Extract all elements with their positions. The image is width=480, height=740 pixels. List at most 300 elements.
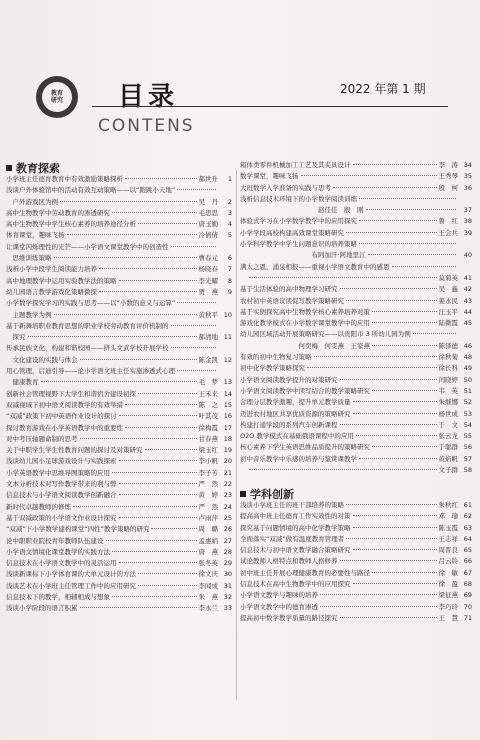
- toc-entry: [240, 511, 472, 522]
- toc-entry-author: 孟惠娟: [198, 536, 218, 545]
- page-subtitle: CONTENS: [98, 116, 195, 136]
- toc-entry-title: 迈进农村地区共享优质资源的策略研究: [240, 409, 351, 418]
- toc-entry-title: 基于生活体验的高中物理学习研究: [240, 285, 338, 294]
- toc-entry-title: 数学课堂，趣味飞扬: [240, 172, 299, 181]
- toc-leader-dots: [54, 314, 197, 315]
- toc-entry-author: 严 然: [198, 502, 218, 511]
- toc-leader-dots: [346, 232, 437, 233]
- toc-entry: [240, 454, 472, 465]
- toc-entry-title: “双减”下小学数学建构课堂“四性”教学策略的研究: [6, 525, 150, 534]
- toc-leader-dots: [112, 551, 197, 552]
- toc-entry-author: 王 慧: [438, 613, 458, 622]
- toc-entry-page: 15: [223, 400, 232, 409]
- toc-entry-title: 传承民族文化，构建和谐校园——挤头文武学校开展学校: [6, 344, 169, 353]
- toc-leader-dots: [41, 381, 197, 382]
- toc-entry-page: 26: [223, 525, 232, 534]
- toc-entry-title: 户外游戏区为例: [6, 197, 58, 206]
- toc-entry-page: 18: [223, 434, 232, 443]
- toc-entry-author: 叶其茂: [198, 412, 218, 421]
- toc-entry: [6, 343, 232, 354]
- toc-leader-dots: [177, 370, 216, 371]
- toc-entry: [240, 250, 472, 261]
- toc-leader-dots: [340, 560, 437, 561]
- toc-entry-page: 50: [463, 375, 472, 384]
- toc-entry: [240, 329, 472, 340]
- toc-entry-title: 体育课堂，趣味飞扬: [6, 231, 65, 240]
- toc-entry-author: 陆微霞: [438, 319, 458, 328]
- toc-entry: [6, 400, 232, 411]
- toc-entry: [240, 568, 472, 579]
- toc-entry: [240, 352, 472, 363]
- toc-entry-author: 莫菊英: [438, 273, 458, 282]
- toc-entry-author: 姜永民: [438, 296, 458, 305]
- toc-entry-page: 10: [223, 310, 232, 319]
- toc-leader-dots: [359, 198, 456, 199]
- toc-entry-author: 徐 盈: [438, 580, 458, 589]
- toc-entry-page: 28: [223, 547, 232, 556]
- toc-entry: [240, 500, 472, 511]
- toc-entry-page: 57: [463, 454, 472, 463]
- toc-entry-author: 张云龙: [438, 432, 458, 441]
- toc-entry-page: 55: [463, 432, 472, 441]
- toc-entry-page: 12: [223, 355, 232, 364]
- toc-entry-title: 小学班主任德育教育中有效激励策略探析: [6, 175, 123, 183]
- toc-entry-author: 黄焰帆: [438, 454, 458, 463]
- toc-entry-title: 幼儿园区域活动开展策略研究——以贵阳市 3 所幼儿园为例: [240, 330, 411, 339]
- toc-entry-page: 30: [223, 570, 232, 579]
- toc-entry-title: 游戏化教学模式在小学数学课堂教学中的应用: [240, 319, 370, 328]
- toc-entry-page: 27: [223, 536, 232, 545]
- toc-entry: [6, 174, 232, 185]
- toc-entry-author: 朱秋红: [438, 501, 458, 509]
- toc-entry-title: 有效的初中生物复习策略: [240, 353, 312, 362]
- column-divider: [236, 170, 237, 700]
- toc-entry: [240, 205, 472, 216]
- toc-entry-author: 陈 之: [198, 400, 218, 409]
- toc-entry-title: 基于双减政策的小学语文作业设计探究: [6, 513, 117, 522]
- toc-leader-dots: [119, 483, 197, 484]
- toc-entry: [240, 386, 472, 397]
- toc-entry-page: 32: [223, 592, 232, 601]
- toc-leader-dots: [119, 460, 197, 461]
- toc-leader-dots: [119, 517, 197, 518]
- toc-entry-author: 汪玉平: [438, 307, 458, 316]
- toc-entry: [6, 185, 232, 196]
- toc-entry-author: 闰晓婷: [438, 375, 458, 384]
- toc-entry-author: 李光耀: [198, 276, 218, 285]
- toc-entry: [240, 579, 472, 590]
- toc-entry: [240, 228, 472, 239]
- toc-entry-author: 郝世升: [198, 175, 218, 183]
- toc-entry: [6, 276, 232, 287]
- toc-entry-author: 李闻成: [198, 581, 218, 590]
- toc-entry-author: 王志祥: [438, 534, 458, 543]
- toc-list-right-bottom: [240, 500, 472, 624]
- toc-entry-author: 徐梅霞: [198, 423, 218, 432]
- toc-entry: [6, 592, 232, 603]
- toc-leader-dots: [138, 393, 197, 394]
- toc-leader-dots: [307, 367, 437, 368]
- toc-entry-title: 满太之恩，涌泉相报——重视小学语文教育中的感恩: [240, 262, 390, 271]
- toc-entry-author: 黄 婷: [198, 491, 218, 500]
- toc-leader-dots: [366, 209, 457, 210]
- toc-entry-page: 31: [223, 581, 232, 590]
- toc-entry-author: 周晋良: [438, 546, 458, 555]
- toc-leader-dots: [353, 527, 437, 528]
- toc-entry-author: 曹春元: [198, 254, 218, 263]
- toc-leader-dots: [353, 413, 437, 414]
- toc-entry-page: 49: [463, 364, 472, 373]
- toc-leader-dots: [359, 220, 437, 221]
- toc-entry-page: 51: [463, 386, 472, 395]
- toc-leader-dots: [368, 254, 456, 255]
- toc-leader-dots: [80, 359, 197, 360]
- toc-leader-dots: [28, 336, 197, 337]
- toc-entry-title: 探究: [6, 333, 26, 342]
- toc-entry-page: 70: [463, 602, 472, 611]
- toc-entry-author: 张冬英: [198, 559, 218, 568]
- toc-entry-page: 54: [463, 420, 472, 429]
- toc-leader-dots: [346, 300, 437, 301]
- toc-leader-dots: [125, 404, 197, 405]
- toc-entry-page: 41: [463, 273, 472, 282]
- toc-entry-title: 小学语文阅读教学中读写结合的教学策略研究: [240, 386, 370, 395]
- toc-leader-dots: [353, 549, 437, 550]
- toc-entry-page: 8: [227, 276, 232, 285]
- toc-entry: [6, 547, 232, 558]
- toc-entry-title: 信息技术与初中语文教学融合策略研究: [240, 546, 351, 555]
- toc-entry: [6, 456, 232, 467]
- toc-leader-dots: [99, 268, 197, 269]
- toc-leader-dots: [359, 458, 437, 459]
- toc-leader-dots: [392, 266, 457, 267]
- toc-entry-page: 33: [223, 604, 232, 613]
- toc-entry-page: 71: [463, 613, 472, 622]
- section-title: 教育探索: [16, 162, 60, 175]
- toc-entry-title: 信息技术与小学语文阅读教学创新融合: [6, 491, 117, 500]
- toc-entry-page: 68: [463, 580, 472, 589]
- toc-entry-title: 浅谈户外体验馆中的活动有效互动策略——以“跑跳小天地”: [6, 186, 176, 195]
- toc-entry-title: 论中职职业院校青年教师队伍建设: [6, 536, 104, 545]
- toc-entry-title: 浅谈幼儿园小足球游戏设计与实践探索: [6, 457, 117, 466]
- toc-entry-page: 56: [463, 443, 472, 452]
- toc-entry: [6, 197, 232, 208]
- toc-leader-dots: [119, 280, 197, 281]
- toc-leader-dots: [125, 178, 197, 179]
- toc-leader-dots: [171, 246, 217, 247]
- toc-leader-dots: [353, 583, 437, 584]
- toc-leader-dots: [333, 187, 437, 188]
- toc-entry-title: 浅谈小学阶段的语言积累: [6, 604, 78, 613]
- toc-entry-title: 高中地理教学中运用实验教学法的策略: [6, 276, 117, 285]
- toc-entry: [240, 442, 472, 453]
- toc-entry-title: 文本分析技术对写作教学带来的利与弊: [6, 480, 117, 489]
- toc-entry-page: 34: [463, 161, 472, 169]
- toc-entry-page: 53: [463, 409, 472, 418]
- toc-leader-dots: [356, 435, 437, 436]
- section-bullet-icon: [240, 491, 246, 497]
- toc-leader-dots: [112, 596, 197, 597]
- toc-entry-title: 何奕梅 何雯燕 王家燕: [240, 341, 370, 350]
- toc-entry: [240, 523, 472, 534]
- toc-entry-author: 杨晓春: [198, 265, 218, 274]
- toc-list-left: [6, 174, 232, 615]
- toc-entry: [6, 264, 232, 275]
- toc-leader-dots: [372, 345, 437, 346]
- toc-entry-page: 37: [463, 206, 472, 215]
- toc-entry-author: 王秀琴: [438, 172, 458, 181]
- toc-entry: [6, 377, 232, 388]
- toc-entry-author: 王禾来: [198, 389, 218, 398]
- logo-text-line-2: 研究: [50, 97, 63, 104]
- toc-leader-dots: [320, 606, 437, 607]
- toc-entry-author: 文子群: [438, 466, 458, 475]
- toc-entry-page: 17: [223, 423, 232, 432]
- toc-leader-dots: [177, 189, 216, 190]
- toc-entry-title: 大班数学入学准备的实践与思考: [240, 183, 331, 192]
- toc-entry-title: 体验式学习在小学数学教学中的应用探究: [240, 217, 357, 226]
- toc-entry-title: 新时代卓越教师的修炼: [6, 502, 71, 511]
- toc-entry-page: 62: [463, 512, 472, 521]
- toc-entry: [240, 590, 472, 601]
- toc-entry-page: 21: [223, 468, 232, 477]
- title-divider: [92, 106, 448, 107]
- toc-entry-title: 双减视域下初中语文阅读教学的有效举措: [6, 400, 123, 409]
- toc-entry-page: 19: [223, 446, 232, 455]
- toc-entry-author: 毛 梦: [198, 378, 218, 387]
- toc-entry-title: “双减”政策下初中英语作业设计的探讨: [6, 412, 117, 421]
- toc-leader-dots: [346, 538, 436, 539]
- toc-leader-dots: [99, 291, 197, 292]
- toc-entry: [6, 502, 232, 513]
- toc-entry: [6, 468, 232, 479]
- toc-entry-title: 布阿加汗·阿地里江: [240, 251, 366, 260]
- toc-entry-author: 唐玉勤: [198, 220, 218, 229]
- toc-entry: [240, 375, 472, 386]
- toc-entry: [240, 465, 472, 476]
- toc-entry-author: 殷 柯: [438, 183, 458, 192]
- toc-leader-dots: [340, 288, 437, 289]
- toc-entry-page: 66: [463, 557, 472, 566]
- toc-entry-title: 幼儿园语言教学游戏化策略微探: [6, 287, 97, 296]
- toc-entry-page: 1: [227, 175, 232, 183]
- toc-leader-dots: [359, 243, 456, 244]
- toc-entry: [6, 253, 232, 264]
- toc-entry: [240, 420, 472, 431]
- toc-entry-page: 6: [227, 254, 232, 263]
- toc-entry-author: 甘春燕: [198, 434, 218, 443]
- toc-entry: [240, 160, 472, 171]
- toc-leader-dots: [119, 415, 197, 416]
- toc-leader-dots: [340, 617, 437, 618]
- toc-entry: [240, 613, 472, 624]
- toc-entry-title: 赵佳佳 殷 刚: [240, 206, 364, 215]
- toc-leader-dots: [138, 223, 197, 224]
- toc-leader-dots: [249, 277, 437, 278]
- toc-entry-title: 用心管理，启迪引导——论小学语文班主任实施渗透式心理: [6, 367, 175, 376]
- toc-leader-dots: [372, 572, 437, 573]
- toc-entry-title: 小学学段高校构建高效课堂策略研究: [240, 228, 344, 237]
- toc-entry-title: 思维训练策略: [6, 254, 52, 263]
- toc-entry-author: 吕云铃: [438, 557, 458, 566]
- toc-entry-title: 健康教育: [6, 378, 39, 387]
- toc-entry-author: 郝清地: [198, 333, 218, 342]
- toc-entry-author: 陈金凯: [198, 355, 218, 364]
- toc-leader-dots: [340, 379, 437, 380]
- toc-leader-dots: [372, 311, 437, 312]
- toc-entry-author: 朱 燕: [198, 592, 218, 601]
- toc-entry-author: 徐文庆: [198, 570, 218, 579]
- toc-entry: [6, 219, 232, 230]
- toc-entry-page: 52: [463, 398, 472, 407]
- toc-entry-author: 梁玉红: [198, 446, 218, 455]
- toc-entry-author: 李子芳: [198, 468, 218, 477]
- toc-entry-title: 初中化学教学策略探究: [240, 364, 305, 373]
- toc-entry: [6, 434, 232, 445]
- toc-entry-page: 13: [223, 378, 232, 387]
- toc-entry-title: 基于实例探究高中生物教学核心素养培养对策: [240, 307, 370, 316]
- toc-entry-page: 7: [227, 265, 232, 274]
- toc-entry: [6, 445, 232, 456]
- toc-entry: [240, 545, 472, 556]
- toc-entry-title: 文化建设的实践与体会: [6, 355, 78, 364]
- toc-leader-dots: [80, 438, 197, 439]
- toc-entry-title: 浅谈小学班主任的班干部培养的策略: [240, 501, 344, 509]
- toc-entry-page: 65: [463, 546, 472, 555]
- toc-leader-dots: [314, 356, 437, 357]
- toc-entry-title: 信息技术在高中生物教学中的应用探究: [240, 580, 351, 589]
- toc-entry-title: 核心素养下学生英语思维品质提升的策略研究: [240, 443, 370, 452]
- toc-entry: [6, 536, 232, 547]
- toc-entry: [6, 603, 232, 614]
- toc-entry-page: 16: [223, 412, 232, 421]
- toc-entry-title: 创新社会管理视野下大学生和谐宿舍建设初探: [6, 389, 136, 398]
- toc-entry: [240, 296, 472, 307]
- toc-entry: [6, 423, 232, 434]
- toc-entry-page: 25: [223, 513, 232, 522]
- toc-entry-page: 67: [463, 568, 472, 577]
- toc-entry-title: 小学语文情境化课堂教学的实践方法: [6, 547, 110, 556]
- toc-entry-author: 王会兵: [438, 228, 458, 237]
- toc-entry-title: 浅析信息技术环境下的小学数学阅读训练: [240, 194, 357, 203]
- toc-leader-dots: [372, 322, 437, 323]
- toc-entry-title: 基于新舞培职业教育思想的职业学校劳动教育评价机制的: [6, 321, 169, 330]
- toc-entry-page: 36: [463, 183, 472, 192]
- toc-entry-author: 冷倩倩: [198, 231, 218, 240]
- toc-entry-title: 箱体类零件机械加工工艺及其夹具设计: [240, 161, 351, 169]
- toc-list-right-top: [240, 160, 472, 476]
- toc-entry: [6, 287, 232, 298]
- toc-entry: [6, 310, 232, 321]
- toc-entry-author: 于聪群: [438, 443, 458, 452]
- toc-entry-title: 信息技术在小学语文教学中的灵活运用: [6, 559, 117, 568]
- toc-entry-title: 提高初中数学教学质量的路径探究: [240, 613, 338, 622]
- toc-entry-page: 3: [227, 208, 232, 217]
- journal-logo-inner: [42, 82, 72, 112]
- toc-entry-page: 58: [463, 466, 472, 475]
- toc-leader-dots: [171, 325, 217, 326]
- toc-leader-dots: [372, 446, 437, 447]
- toc-entry-page: 46: [463, 341, 472, 350]
- toc-entry: [240, 216, 472, 227]
- section-title: 学科创新: [250, 488, 294, 501]
- toc-entry-title: 浅谈新课标下小学体育课的大单元设计的方法: [6, 570, 136, 579]
- toc-leader-dots: [346, 504, 437, 505]
- toc-entry: [240, 534, 472, 545]
- toc-entry-author: 李 涛: [438, 161, 458, 169]
- toc-entry: [240, 556, 472, 567]
- toc-entry-author: 毛思思: [198, 208, 218, 217]
- toc-entry-page: 43: [463, 296, 472, 305]
- toc-entry-author: 严 然: [198, 480, 218, 489]
- toc-entry-page: 20: [223, 457, 232, 466]
- toc-leader-dots: [138, 573, 197, 574]
- toc-leader-dots: [320, 594, 437, 595]
- toc-entry-author: 陈泽德: [438, 341, 458, 350]
- toc-entry: [6, 321, 232, 332]
- toc-entry: [240, 341, 472, 352]
- toc-entry-title: 初中班主任开展心理健康教育的必要性与路径: [240, 568, 370, 577]
- toc-leader-dots: [353, 515, 437, 516]
- toc-entry: [6, 513, 232, 524]
- toc-entry: [6, 558, 232, 569]
- toc-leader-dots: [106, 540, 197, 541]
- toc-entry-page: 45: [463, 319, 472, 328]
- toc-entry-title: 关于中职学生学生性教育问题的探讨及对策研究: [6, 446, 143, 455]
- toc-entry: [240, 262, 472, 273]
- toc-entry-page: 35: [463, 172, 472, 181]
- toc-entry-page: 2: [227, 197, 232, 206]
- journal-logo: [36, 76, 78, 118]
- toc-entry-author: 杨世成: [438, 409, 458, 418]
- toc-leader-dots: [177, 302, 216, 303]
- toc-entry-author: 吴 丹: [198, 197, 218, 206]
- toc-entry: [240, 307, 472, 318]
- toc-entry-title: 全面落实“双减”做有温度教育管理者: [240, 534, 345, 543]
- toc-entry-page: 44: [463, 307, 472, 316]
- toc-entry: [240, 602, 472, 613]
- toc-leader-dots: [138, 585, 197, 586]
- toc-leader-dots: [119, 494, 197, 495]
- toc-entry-page: 22: [223, 480, 232, 489]
- toc-entry-title: 提高高中班主任德育工作实效性的对策: [240, 512, 351, 521]
- toc-entry-title: 小学科学教学中学生问题意识的培养策略: [240, 240, 357, 249]
- toc-leader-dots: [54, 257, 197, 258]
- toc-entry-author: 周 璐: [198, 525, 218, 534]
- toc-entry: [6, 298, 232, 309]
- toc-leader-dots: [151, 528, 196, 529]
- toc-entry-title: 主题教学为例: [6, 310, 52, 319]
- toc-entry-title: [240, 465, 247, 476]
- toc-leader-dots: [145, 449, 197, 450]
- toc-entry-page: 38: [463, 217, 472, 226]
- toc-entry-page: 23: [223, 491, 232, 500]
- page-title: 目录: [118, 82, 179, 112]
- toc-entry: [6, 230, 232, 241]
- toc-leader-dots: [112, 212, 197, 213]
- toc-entry-author: 朱继娜: [438, 398, 458, 407]
- toc-leader-dots: [171, 347, 217, 348]
- toc-entry-title: 小学英语教学中思维导图策略的应用: [6, 468, 110, 477]
- toc-entry-author: 陈玉霞: [438, 523, 458, 532]
- toc-entry-author: 李小帆: [198, 457, 218, 466]
- toc-leader-dots: [67, 234, 197, 235]
- toc-entry: [6, 355, 232, 366]
- toc-entry-page: 9: [227, 287, 232, 296]
- toc-entry-page: 61: [463, 501, 472, 509]
- toc-leader-dots: [125, 427, 197, 428]
- toc-entry-page: 42: [463, 285, 472, 294]
